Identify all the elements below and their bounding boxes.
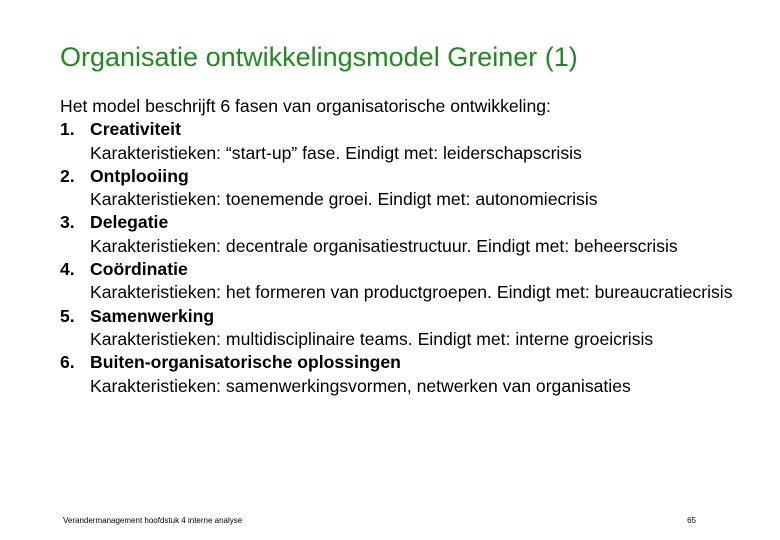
phase-item (60, 118, 740, 165)
phase-name: Samenwerking (90, 305, 215, 326)
phase-description: Karakteristieken: decentrale organisatiestructuur. Eindigt met: beheerscrisis (90, 235, 678, 256)
phase-item (60, 165, 740, 212)
footer-text: Verandermanagement hoofdstuk 4 interne analyse (63, 516, 243, 525)
phase-description: Karakteristieken: toenemende groei. Eindigt met: autonomiecrisis (90, 189, 598, 210)
slide-title: Organisatie ontwikkelingsmodel Greiner (1) (60, 42, 578, 72)
phase-number: 2. (60, 165, 75, 186)
page-number: 65 (687, 516, 696, 525)
phase-name: Buiten-organisatorische oplossingen (90, 352, 401, 373)
phase-number: 5. (60, 305, 75, 326)
phase-name: Coördinatie (90, 259, 188, 280)
phase-name: Creativiteit (90, 119, 181, 140)
phase-item (60, 305, 740, 352)
phase-item (60, 258, 740, 305)
phase-number: 3. (60, 212, 75, 233)
phase-description: Karakteristieken: “start-up” fase. Eindigt met: leiderschapscrisis (90, 142, 582, 163)
phase-description: Karakteristieken: het formeren van productgroepen. Eindigt met: bureaucratiecrisis (90, 282, 733, 303)
phase-description: Karakteristieken: samenwerkingsvormen, netwerken van organisaties (90, 375, 631, 396)
phase-number: 6. (60, 352, 75, 373)
phase-item (60, 211, 740, 258)
slide-body (60, 95, 740, 398)
phase-name: Delegatie (90, 212, 169, 233)
phase-item (60, 351, 740, 398)
intro-text: Het model beschrijft 6 fasen van organisatorische ontwikkeling: (60, 96, 551, 116)
phase-description: Karakteristieken: multidisciplinaire teams. Eindigt met: interne groeicrisis (90, 328, 654, 349)
phase-number: 4. (60, 259, 75, 280)
phase-number: 1. (60, 119, 75, 140)
phase-name: Ontplooiing (90, 165, 189, 186)
phase-list (60, 118, 740, 398)
